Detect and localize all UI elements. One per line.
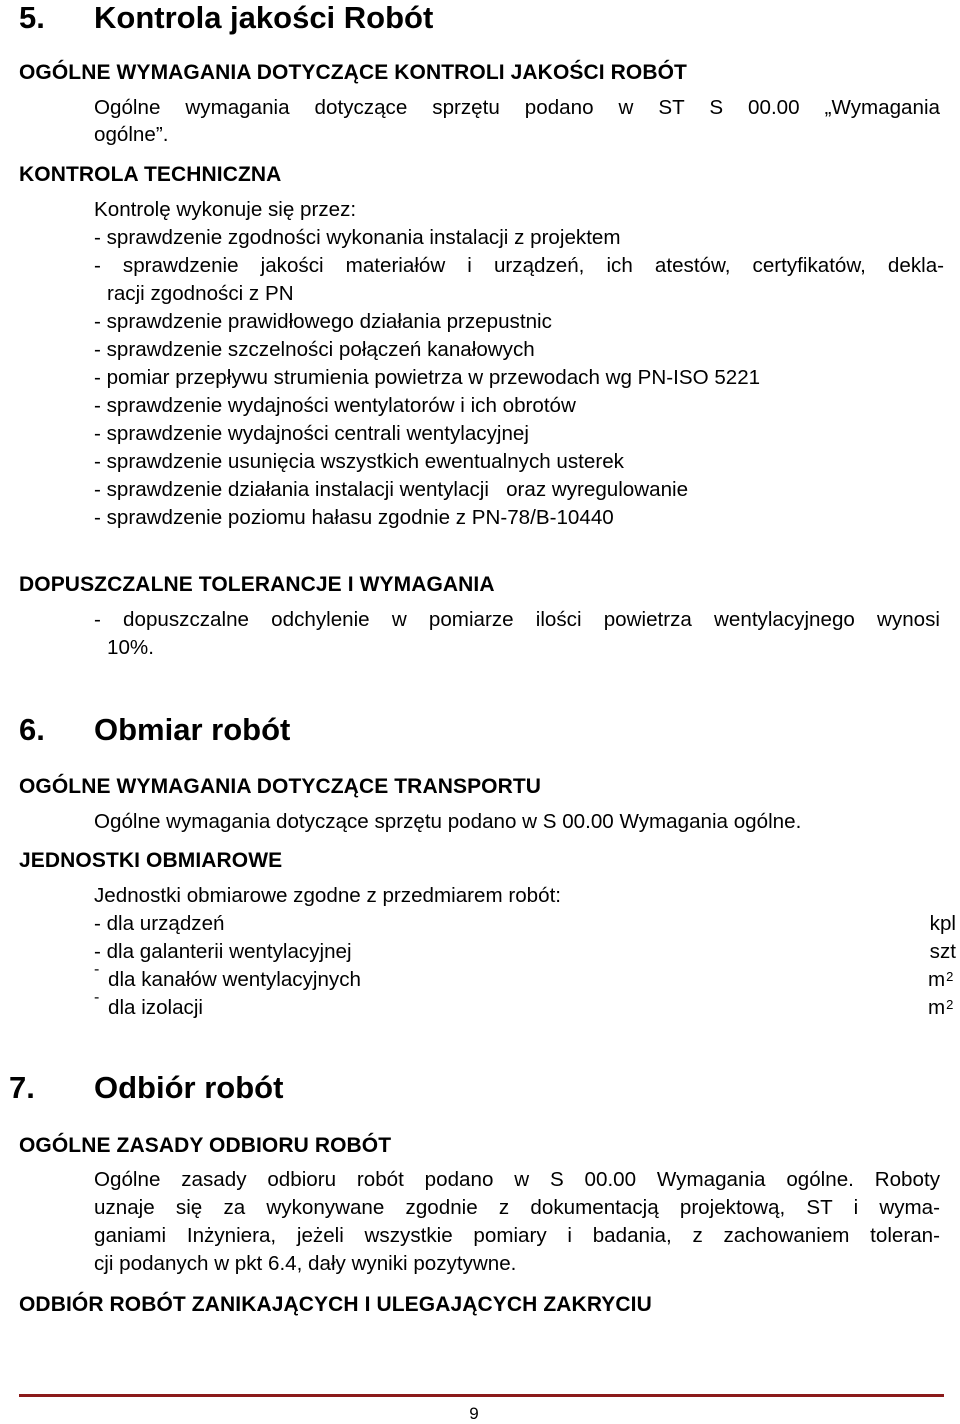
measurement-units-intro: Jednostki obmiarowe zgodne z przedmiarem robót: bbox=[94, 884, 562, 907]
check-item: - sprawdzenie prawidłowego działania przepustnic bbox=[94, 310, 552, 333]
unit-symbol: m bbox=[928, 968, 946, 991]
tolerances-heading: DOPUSZCZALNE TOLERANCJE I WYMAGANIA bbox=[19, 573, 495, 596]
unit-exponent: 2 bbox=[946, 969, 954, 984]
transport-text: Ogólne wymagania dotyczące sprzętu podano w S 00.00 Wymagania ogólne. bbox=[94, 810, 802, 833]
unit-exponent: 2 bbox=[946, 997, 954, 1012]
unit-item-label: dla kanałów wentylacyjnych bbox=[108, 968, 361, 991]
section-5-title: Kontrola jakości Robót bbox=[94, 0, 434, 35]
unit-item-value bbox=[928, 966, 953, 994]
check-item: - sprawdzenie zgodności wykonania instalacji z projektem bbox=[94, 226, 621, 249]
section-7-title: Odbiór robót bbox=[94, 1070, 284, 1105]
section-5-number: 5. bbox=[19, 0, 45, 35]
check-item: - pomiar przepływu strumienia powietrza w przewodach wg PN-ISO 5221 bbox=[94, 366, 761, 389]
general-requirements-line-1: Ogólne wymagania dotyczące sprzętu podano w ST S 00.00 „Wymagania bbox=[94, 96, 940, 119]
acceptance-rules-heading: OGÓLNE ZASADY ODBIORU ROBÓT bbox=[19, 1134, 392, 1157]
check-item: - sprawdzenie wydajności wentylatorów i ich obrotów bbox=[94, 394, 576, 417]
hidden-works-heading: ODBIÓR ROBÓT ZANIKAJĄCYCH I ULEGAJĄCYCH ZAKRYCIU bbox=[19, 1293, 652, 1316]
acceptance-rules-line: Ogólne zasady odbioru robót podano w S 00.00 Wymagania ogólne. Roboty bbox=[94, 1168, 940, 1191]
unit-item-dash: - bbox=[94, 961, 100, 978]
check-item: - sprawdzenie działania instalacji wentylacji oraz wyregulowanie bbox=[94, 478, 689, 501]
general-requirements-heading: OGÓLNE WYMAGANIA DOTYCZĄCE KONTROLI JAKOŚCI ROBÓT bbox=[19, 61, 687, 84]
general-requirements-line-2: ogólne”. bbox=[94, 123, 169, 146]
measurement-units-heading: JEDNOSTKI OBMIAROWE bbox=[19, 849, 283, 872]
footer-rule bbox=[19, 1394, 944, 1397]
acceptance-rules-line: cji podanych w pkt 6.4, dały wyniki pozytywne. bbox=[94, 1252, 517, 1275]
acceptance-rules-line: ganiami Inżyniera, jeżeli wszystkie pomiary i badania, z zachowaniem toleran- bbox=[94, 1224, 940, 1247]
check-item: - sprawdzenie poziomu hałasu zgodnie z PN-78/B-10440 bbox=[94, 506, 614, 529]
technical-control-intro: Kontrolę wykonuje się przez: bbox=[94, 198, 357, 221]
check-item-continuation: racji zgodności z PN bbox=[107, 282, 294, 305]
page-number: 9 bbox=[469, 1404, 479, 1423]
check-item: - sprawdzenie wydajności centrali wentylacyjnej bbox=[94, 422, 529, 445]
section-7-number: 7. bbox=[9, 1070, 35, 1105]
tolerance-line-1: - dopuszczalne odchylenie w pomiarze ilości powietrza wentylacyjnego wynosi bbox=[94, 608, 940, 631]
check-item: - sprawdzenie usunięcia wszystkich ewentualnych usterek bbox=[94, 450, 624, 473]
unit-item-value bbox=[928, 994, 953, 1022]
unit-item-dash: - bbox=[94, 989, 100, 1006]
unit-item-value: kpl bbox=[929, 912, 956, 935]
transport-heading: OGÓLNE WYMAGANIA DOTYCZĄCE TRANSPORTU bbox=[19, 775, 542, 798]
unit-item-label: - dla galanterii wentylacyjnej bbox=[94, 940, 352, 963]
unit-item-value: szt bbox=[929, 940, 956, 963]
unit-symbol: m bbox=[928, 996, 946, 1019]
section-6-title: Obmiar robót bbox=[94, 712, 291, 747]
check-item: - sprawdzenie jakości materiałów i urządzeń, ich atestów, certyfikatów, dekla- bbox=[94, 254, 944, 277]
acceptance-rules-line: uznaje się za wykonywane zgodnie z dokumentacją projektową, ST i wyma- bbox=[94, 1196, 940, 1219]
unit-item-label: - dla urządzeń bbox=[94, 912, 225, 935]
technical-control-heading: KONTROLA TECHNICZNA bbox=[19, 163, 282, 186]
tolerance-line-2: 10%. bbox=[107, 636, 154, 659]
check-item: - sprawdzenie szczelności połączeń kanałowych bbox=[94, 338, 535, 361]
section-6-number: 6. bbox=[19, 712, 45, 747]
unit-item-label: dla izolacji bbox=[108, 996, 204, 1019]
